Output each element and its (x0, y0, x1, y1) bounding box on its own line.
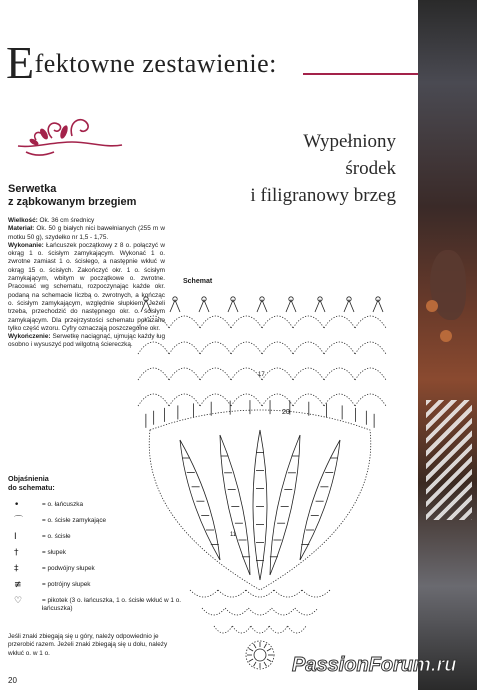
chain-stitch-icon: • (14, 500, 20, 510)
berry-decoration (440, 330, 452, 342)
legend-title (8, 474, 55, 492)
execution-text: Łańcuszek początkowy z 8 o. połączyć w okrąg 1 o. ścisłym zamykającym. Wykonać 1 o. zwrotne zamiast 1 o. ścisłego, a następnie wkłuć w okrąg 15 o. ścisłych. Zakończyć okr. 1 o. ścisłym zamykającym, wbitym w początkowe o. zwrotne. Pracować wg schematu, rozpoczynając każde okr. podaną na schemacie liczbą o. zwrotnych, a kończąc o. ścisłym zamykającym, względnie słupkiem. Jeżeli trzeba, przechodzić do następnego okr. o. ścisłym zamykającym. Dla przejrzystości schematu pokazano tylko część wzoru. Cyfry oznaczają poszczególne okr. (8, 241, 165, 332)
finishing-text: Serwetkę naciągnąć, ujmując każdy ług osobno i wysuszyć pod wilgotną ściereczką. (8, 333, 165, 349)
swirl-ornament-icon (14, 112, 124, 160)
triple-treble-icon: ≢ (14, 580, 22, 590)
material-text: Ok. 50 g białych nici bawełnianych (255 m w motku 50 g), szydełko nr 1,5 - 1,75. (8, 225, 165, 241)
berry-decoration (426, 300, 438, 312)
article-title-line: z ząbkowanym brzegiem (8, 196, 137, 208)
title-text: fektowne zestawienie: (34, 49, 277, 78)
double-crochet-icon: † (14, 548, 19, 558)
subtitle-line: Wypełniony (303, 131, 396, 152)
diagram-label: Schemat (183, 278, 213, 285)
title-initial: E (6, 37, 35, 88)
subtitle-line: i filigranowy brzeg (250, 185, 396, 206)
size-label: Wielkość: (8, 217, 38, 224)
subtitle-line: środek (345, 158, 396, 179)
page-number: 20 (8, 676, 17, 685)
legend-text: = o. ścisłe (42, 533, 71, 540)
legend-text: = podwójny słupek (42, 565, 95, 572)
legend-text: = o. ścisłe zamykające (42, 517, 107, 524)
round-number: 20 (282, 409, 290, 416)
size-text: Ok. 36 cm średnicy (37, 217, 95, 224)
watermark: PassionForum.ru (292, 654, 457, 676)
legend-title-line: Objaśnienia (8, 474, 49, 483)
photo-strip (418, 0, 477, 690)
execution-label: Wykonanie: (8, 241, 44, 249)
legend-title-line: do schematu: (8, 483, 55, 492)
material-paragraph (8, 225, 165, 242)
size-paragraph (8, 217, 165, 225)
article-title-line: Serwetka (8, 183, 57, 195)
legend-note: Jeśli znaki zbiegają się u góry, należy odpowiednio je przerobić razem. Jeżeli znaki zbiegają się u dołu, należy wkłuć o. w 1 o. (8, 633, 168, 657)
slip-stitch-icon: ⌒ (14, 516, 24, 526)
legend-text: = pikotek (3 o. łańcuszka, 1 o. ścisłe wkłuć w 1 o. łańcuszka) (42, 597, 182, 612)
finishing-label: Wykończenie: (8, 333, 51, 341)
treble-crochet-icon: ‡ (14, 564, 19, 574)
round-number: 11 (230, 532, 237, 538)
title-rule (303, 73, 418, 75)
lace-photo (426, 400, 472, 520)
page-title (6, 36, 277, 89)
legend-text: = słupek (42, 549, 66, 556)
material-label: Materiał: (8, 225, 35, 233)
article-title (8, 183, 136, 209)
crochet-diagram (110, 290, 410, 680)
legend-text: = potrójny słupek (42, 581, 91, 588)
picot-icon: ♡ (14, 596, 23, 606)
round-number: 17 (258, 372, 265, 378)
subtitle (218, 128, 396, 209)
legend-text: = o. łańcuszka (42, 501, 84, 508)
single-crochet-icon: I (14, 532, 17, 542)
